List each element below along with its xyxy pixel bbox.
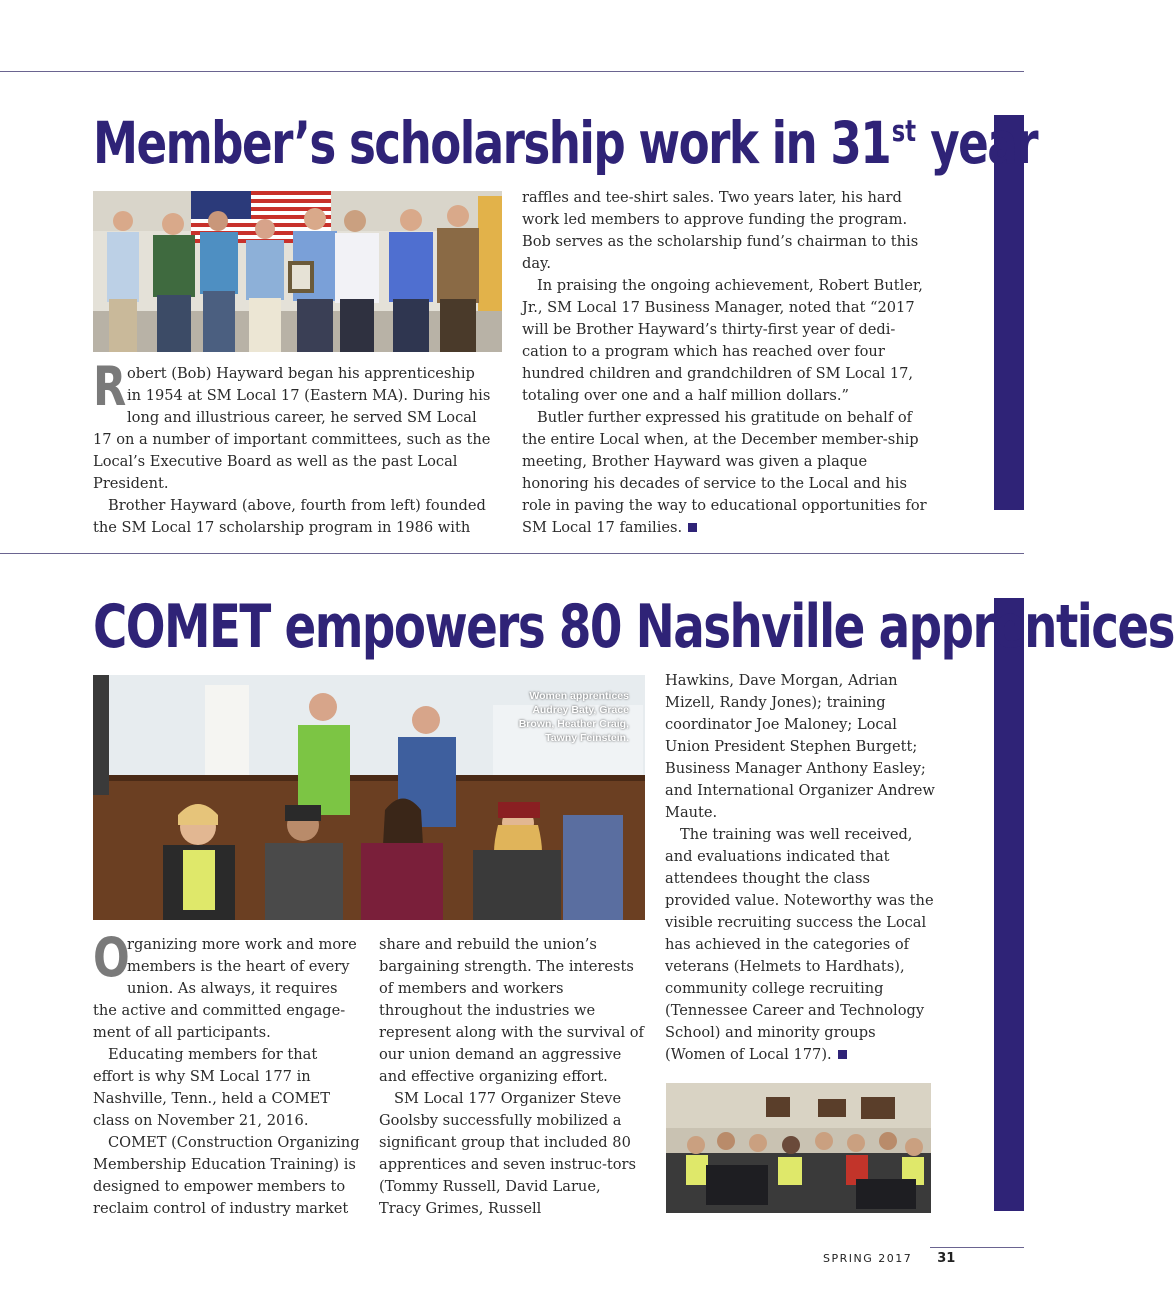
article1-paragraph: raffles and tee-shirt sales. Two years later, his hard work led members to approve funding the program. Bob serves as the scholarship fund’s chairman to this day. [522,189,919,272]
article1-headline: Member’s scholarship work in 31st year [93,109,1038,177]
article2-paragraph: rganizing more work and more members is the heart of every union. As always, it requires the active and committed engage-ment of all participants. [93,936,357,1041]
section-tab-bottom [994,598,1024,1211]
article1-column-2 [522,187,934,539]
article1-paragraph: Brother Hayward (above, fourth from left) founded the SM Local 17 scholarship program in 1986 with [93,497,486,536]
article1-paragraph: Butler further expressed his gratitude on behalf of the entire Local when, at the December member-ship meeting, Brother Hayward was given a plaque honoring his decades of service to the Local and his role in paving the way to educational opportunities for SM Local 17 families. [522,409,927,536]
photo-caption: Women apprentices Audrey Baty, Grace Brown, Heather Craig, Tawny Feinstein. [518,690,629,744]
issue-label: SPRING 2017 [823,1252,913,1265]
article2-paragraph: Educating members for that effort is why SM Local 177 in Nashville, Tenn., held a COMET class on November 21, 2016. [93,1046,330,1129]
article1-column-1 [93,355,493,539]
group-photo-illustration [93,191,502,352]
class-photo-illustration [666,1083,931,1213]
article1-group-photo [93,191,502,352]
article1-paragraph: obert (Bob) Hayward began his apprenticeship in 1954 at SM Local 17 (Eastern MA). During his long and illustrious career, he served SM Local 17 on a number of important committees, such as the Local’s Executive Board as well as the past Local President. [93,365,491,492]
top-rule [0,71,1024,72]
article2-column-2 [379,934,647,1220]
article2-paragraph: SM Local 177 Organizer Steve Goolsby successfully mobilized a significant group that included 80 apprentices and seven instruc-tors (Tommy Russell, David Larue, Tracy Grimes, Russell [379,1090,637,1217]
article2-column-1 [93,926,361,1220]
article2-classroom-photo [93,675,645,920]
end-of-article-mark [688,523,697,532]
article2-column-3 [665,670,937,1066]
article2-headline: COMET empowers 80 Nashville apprentices [93,592,1174,662]
article2-paragraph: The training was well received, and evaluations indicated that attendees thought the class provided value. Noteworthy was the visible recruiting success the Local has achieved in the categories of veterans (Helmets to Hardhats), community college recruiting (Tennessee Career and Technology School) and minority groups (Women of Local 177). [665,826,934,1063]
article2-paragraph: Hawkins, Dave Morgan, Adrian Mizell, Randy Jones); training coordinator Joe Maloney; Local Union President Stephen Burgett; Business Manager Anthony Easley; and International Organizer Andrew Maute. [665,672,935,821]
article2-dropcap: O [93,926,130,989]
article2-class-photo [666,1083,931,1213]
middle-rule [0,553,1024,554]
article1-paragraph: In praising the ongoing achievement, Robert Butler, Jr., SM Local 17 Business Manager, noted that “2017 will be Brother Hayward’s thirty-first year of dedi-cation to a program which has reached over four hundred children and grandchildren of SM Local 17, totaling over one and a half million dollars.” [522,277,923,404]
article1-dropcap: R [93,355,127,418]
article2-paragraph: share and rebuild the union’s bargaining strength. The interests of members and workers throughout the industries we represent along with the survival of our union demand an aggressive and effective organizing effort. [379,936,644,1085]
page-number: 31 [937,1251,956,1266]
footer-rule [930,1247,1024,1248]
article2-paragraph: COMET (Construction Organizing Membership Education Training) is designed to empower members to reclaim control of industry market [93,1134,360,1217]
page-footer [823,1251,955,1266]
end-of-article-mark [838,1050,847,1059]
